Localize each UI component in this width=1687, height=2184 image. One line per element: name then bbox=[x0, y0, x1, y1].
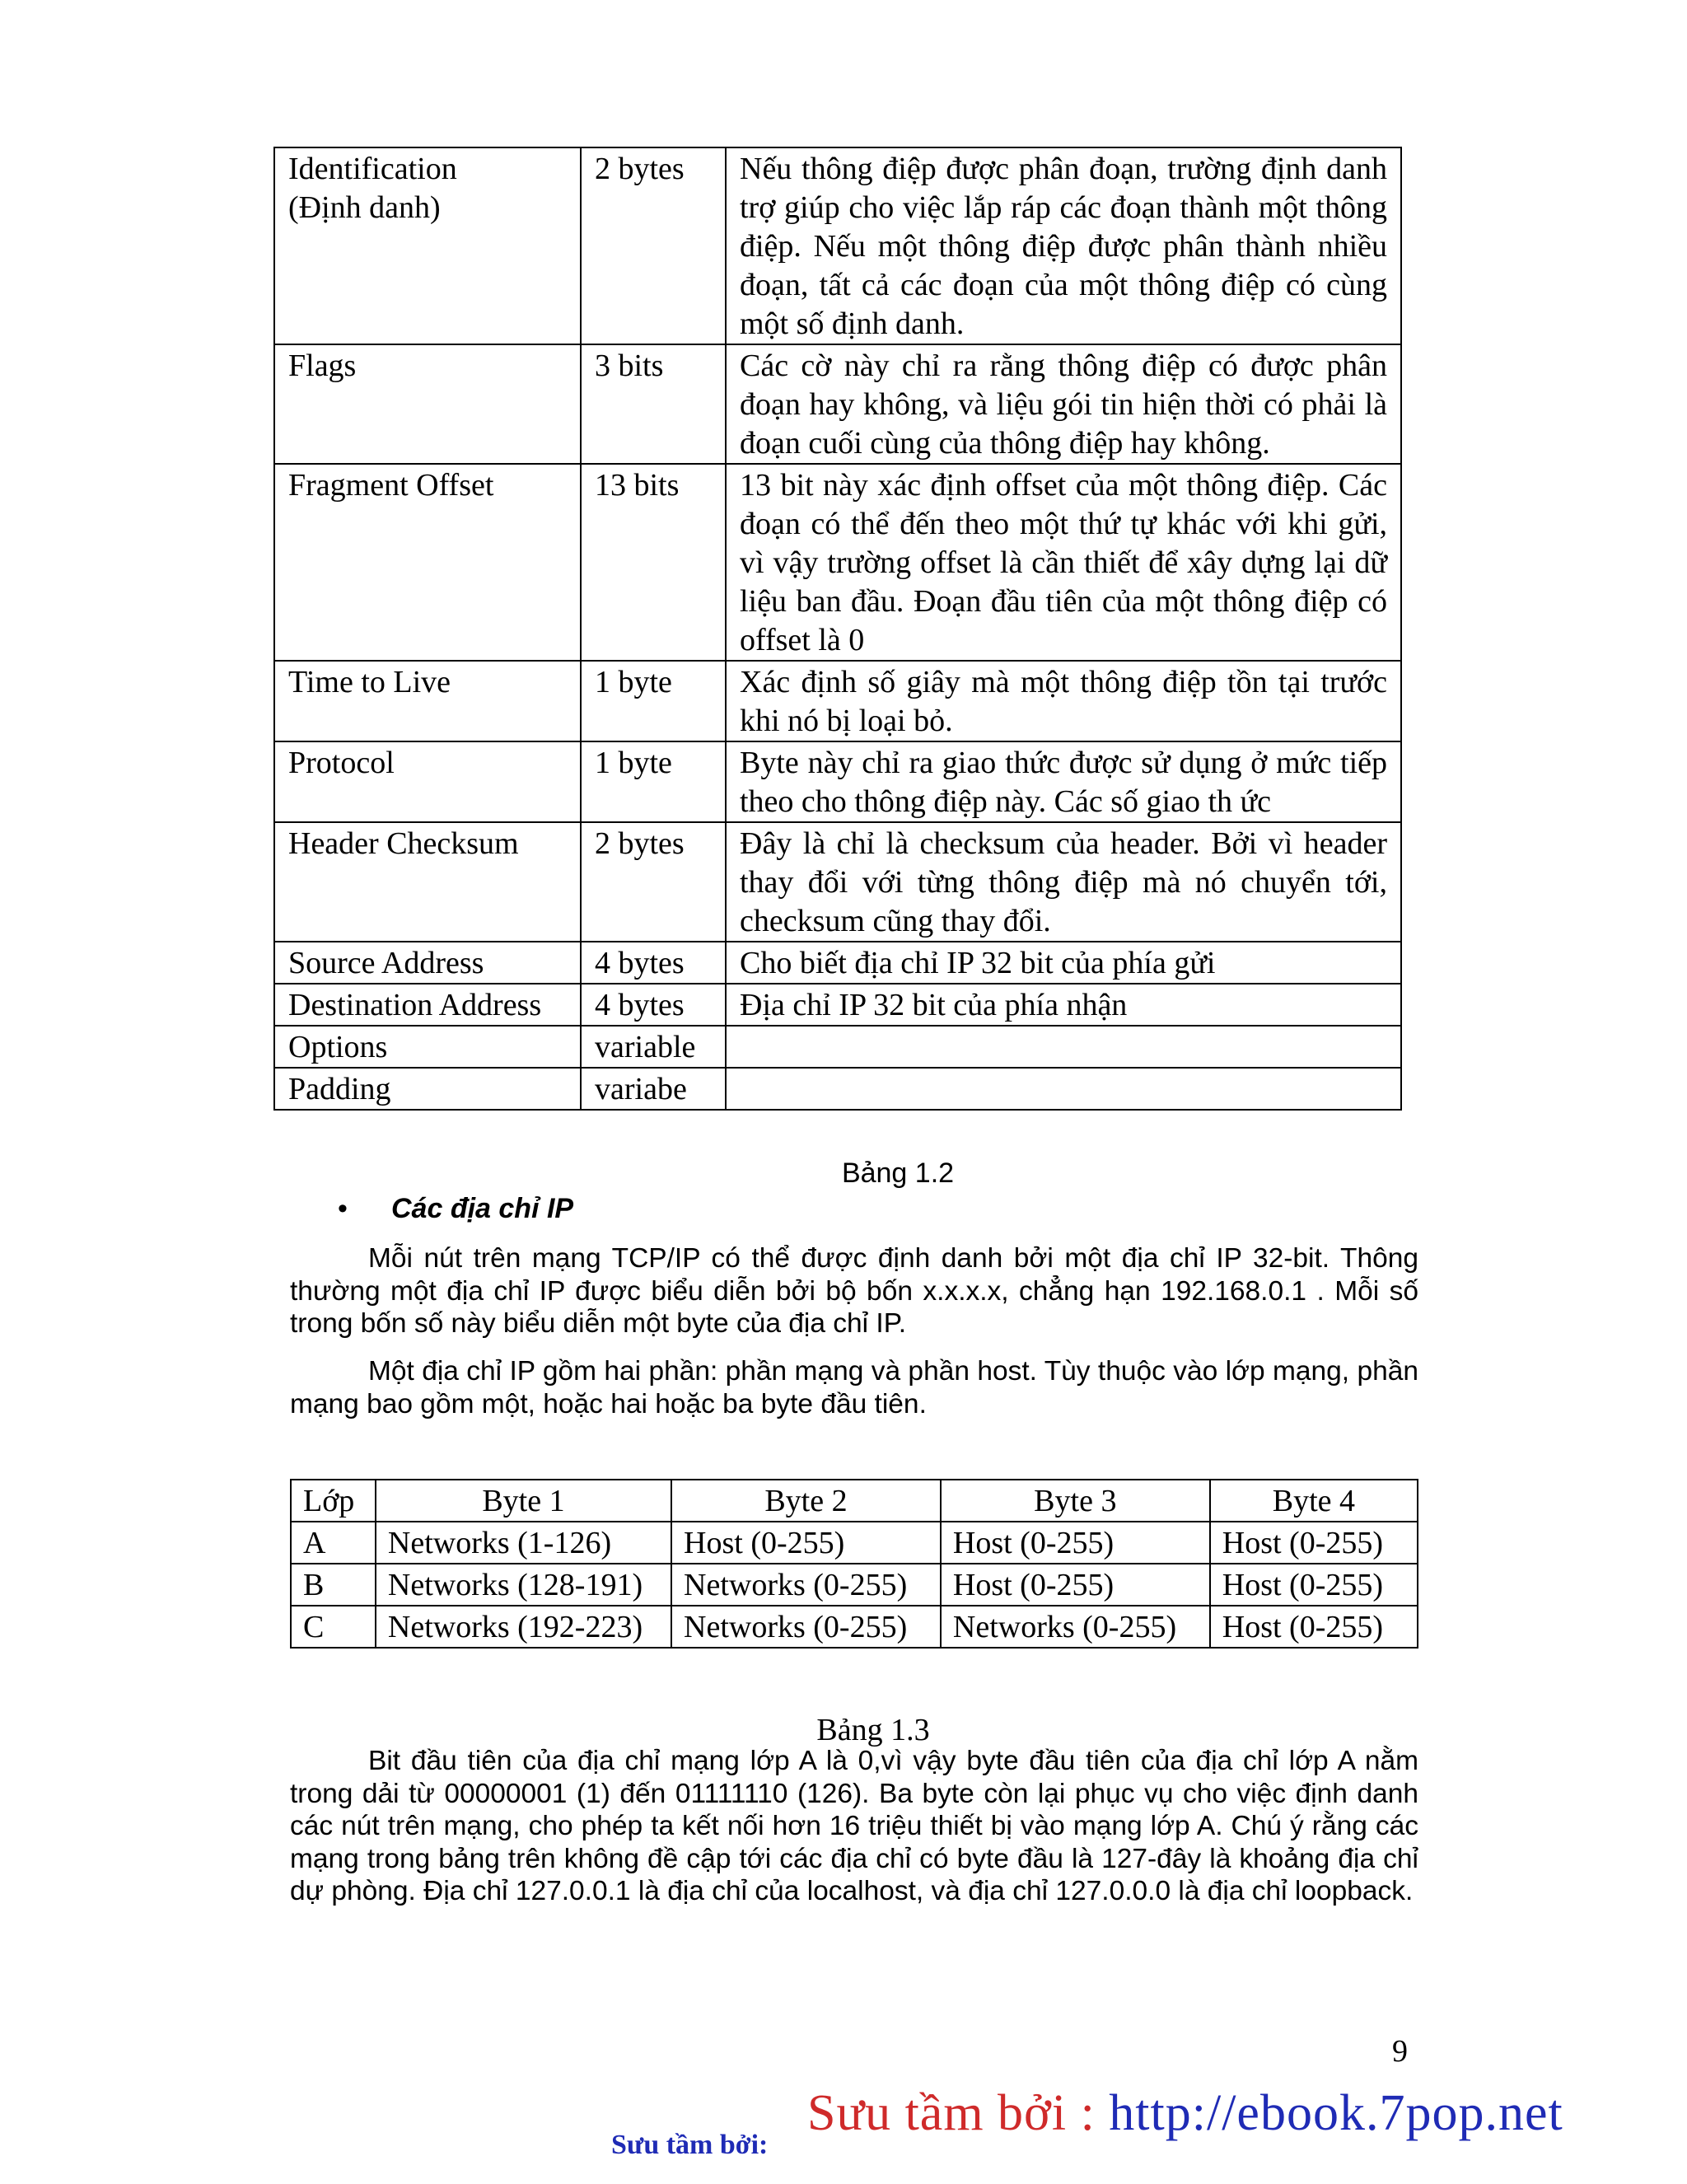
table-cell: B bbox=[291, 1564, 376, 1606]
table-cell: C bbox=[291, 1606, 376, 1648]
field-size: variable bbox=[581, 1026, 726, 1068]
table-header-row bbox=[291, 1480, 1418, 1522]
table-cell: Host (0-255) bbox=[1210, 1522, 1418, 1564]
table-row bbox=[274, 1068, 1401, 1110]
column-header: Byte 1 bbox=[376, 1480, 671, 1522]
table-row bbox=[274, 661, 1401, 741]
table-row bbox=[291, 1522, 1418, 1564]
field-size: 1 byte bbox=[581, 741, 726, 822]
field-size: 4 bytes bbox=[581, 984, 726, 1026]
ip-class-table bbox=[290, 1479, 1418, 1649]
bullet-icon: • bbox=[338, 1193, 348, 1224]
column-header: Byte 2 bbox=[671, 1480, 941, 1522]
field-name: Padding bbox=[274, 1068, 581, 1110]
field-name: Fragment Offset bbox=[274, 464, 581, 661]
paragraph: Mỗi nút trên mạng TCP/IP có thể được định danh bởi một địa chỉ IP 32-bit. Thông thường một địa chỉ IP được biểu diễn bởi bộ bốn x.x.x.x, chẳng hạn 192.168.0.1 . Mỗi số trong bốn số này biểu diễn một byte của địa chỉ IP. bbox=[290, 1243, 1418, 1339]
watermark-url[interactable]: http://ebook.7pop.net bbox=[1109, 2085, 1563, 2141]
page-number: 9 bbox=[1392, 2034, 1408, 2069]
watermark-prefix: Sưu tầm bởi : bbox=[807, 2085, 1110, 2141]
section-heading: Các địa chỉ IP bbox=[391, 1193, 574, 1224]
field-name: Protocol bbox=[274, 741, 581, 822]
table-row bbox=[291, 1606, 1418, 1648]
field-description: Cho biết địa chỉ IP 32 bit của phía gửi bbox=[726, 942, 1401, 984]
table-caption: Bảng 1.3 bbox=[816, 1713, 930, 1747]
table-cell: Networks (0-255) bbox=[941, 1606, 1210, 1648]
field-description: Nếu thông điệp được phân đoạn, trường định danh trợ giúp cho việc lắp ráp các đoạn thành một thông điệp. Nếu một thông điệp được phân thành nhiều đoạn, tất cả các đoạn của một thông điệp có cùng một số định danh. bbox=[726, 147, 1401, 344]
field-name-translation: (Định danh) bbox=[288, 190, 441, 225]
field-name: Identification bbox=[288, 152, 457, 186]
table-cell: Host (0-255) bbox=[1210, 1564, 1418, 1606]
table-row bbox=[291, 1564, 1418, 1606]
field-size: 2 bytes bbox=[581, 147, 726, 344]
table-cell: Networks (0-255) bbox=[671, 1564, 941, 1606]
table-cell: Networks (0-255) bbox=[671, 1606, 941, 1648]
field-size: 13 bits bbox=[581, 464, 726, 661]
watermark bbox=[807, 2084, 1563, 2143]
table-cell: Host (0-255) bbox=[1210, 1606, 1418, 1648]
field-name: Flags bbox=[274, 344, 581, 464]
source-label: Sưu tầm bởi: bbox=[611, 2130, 769, 2160]
field-description: Địa chỉ IP 32 bit của phía nhận bbox=[726, 984, 1401, 1026]
field-size: variabe bbox=[581, 1068, 726, 1110]
column-header: Byte 4 bbox=[1210, 1480, 1418, 1522]
ip-header-fields-table bbox=[273, 147, 1402, 1111]
field-description bbox=[726, 1026, 1401, 1068]
field-description: 13 bit này xác định offset của một thông điệp. Các đoạn có thể đến theo một thứ tự khác với khi gửi, vì vậy trường offset là cần thiết để xây dựng lại dữ liệu ban đầu. Đoạn đầu tiên của một thông điệp có offset là 0 bbox=[726, 464, 1401, 661]
table-row bbox=[274, 344, 1401, 464]
table-row bbox=[274, 984, 1401, 1026]
field-name-cell bbox=[274, 147, 581, 344]
table-row bbox=[274, 822, 1401, 942]
column-header: Byte 3 bbox=[941, 1480, 1210, 1522]
table-caption: Bảng 1.2 bbox=[841, 1157, 955, 1189]
table-row bbox=[274, 1026, 1401, 1068]
field-name: Options bbox=[274, 1026, 581, 1068]
table-cell: Networks (128-191) bbox=[376, 1564, 671, 1606]
table-row bbox=[274, 942, 1401, 984]
field-name: Header Checksum bbox=[274, 822, 581, 942]
table-cell: Host (0-255) bbox=[941, 1564, 1210, 1606]
table-cell: A bbox=[291, 1522, 376, 1564]
field-name: Source Address bbox=[274, 942, 581, 984]
table-cell: Networks (1-126) bbox=[376, 1522, 671, 1564]
table-row bbox=[274, 147, 1401, 344]
paragraph: Bit đầu tiên của địa chỉ mạng lớp A là 0,vì vậy byte đầu tiên của địa chỉ lớp A nằm trong dải từ 00000001 (1) đến 01111110 (126). Ba byte còn lại phục vụ cho việc định danh các nút trên mạng, cho phép ta kết nối hơn 16 triệu thiết bị vào mạng lớp A. Chú ý rằng các mạng trong bảng trên không đề cập tới các địa chỉ có byte đầu là 127-đây là khoảng địa chỉ dự phòng. Địa chỉ 127.0.0.1 là địa chỉ của localhost, và địa chỉ 127.0.0.0 là địa chỉ loopback. bbox=[290, 1746, 1418, 1906]
field-size: 4 bytes bbox=[581, 942, 726, 984]
table-cell: Host (0-255) bbox=[941, 1522, 1210, 1564]
table-cell: Networks (192-223) bbox=[376, 1606, 671, 1648]
table-row bbox=[274, 741, 1401, 822]
field-description: Đây là chỉ là checksum của header. Bởi vì header thay đổi với từng thông điệp mà nó chuyển tới, checksum cũng thay đổi. bbox=[726, 822, 1401, 942]
field-description: Xác định số giây mà một thông điệp tồn tại trước khi nó bị loại bỏ. bbox=[726, 661, 1401, 741]
column-header: Lớp bbox=[291, 1480, 376, 1522]
field-size: 3 bits bbox=[581, 344, 726, 464]
field-size: 2 bytes bbox=[581, 822, 726, 942]
field-description bbox=[726, 1068, 1401, 1110]
table-row bbox=[274, 464, 1401, 661]
field-name: Time to Live bbox=[274, 661, 581, 741]
paragraph: Một địa chỉ IP gồm hai phần: phần mạng và phần host. Tùy thuộc vào lớp mạng, phần mạng bao gồm một, hoặc hai hoặc ba byte đầu tiên. bbox=[290, 1356, 1418, 1419]
field-name: Destination Address bbox=[274, 984, 581, 1026]
table-cell: Host (0-255) bbox=[671, 1522, 941, 1564]
field-description: Các cờ này chỉ ra rằng thông điệp có được phân đoạn hay không, và liệu gói tin hiện thời có phải là đoạn cuối cùng của thông điệp hay không. bbox=[726, 344, 1401, 464]
field-size: 1 byte bbox=[581, 661, 726, 741]
field-description: Byte này chỉ ra giao thức được sử dụng ở mức tiếp theo cho thông điệp này. Các số giao th ức bbox=[726, 741, 1401, 822]
